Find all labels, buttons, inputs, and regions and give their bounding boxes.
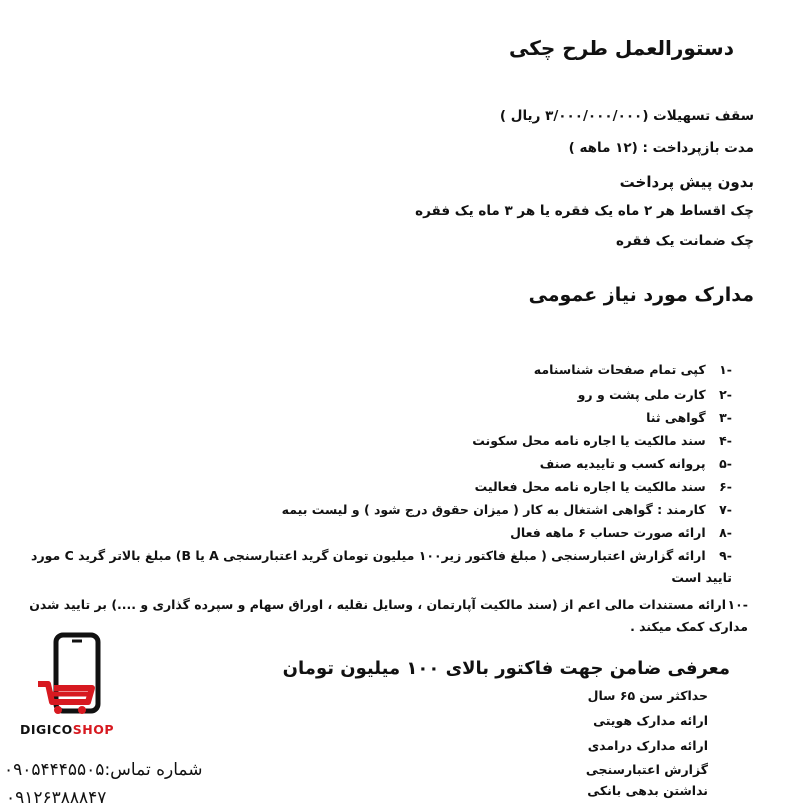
term-credit-ceiling: سقف تسهیلات (۳/۰۰۰/۰۰۰/۰۰۰ ریال ) (499, 108, 754, 124)
doc-item-number: -۳ (719, 410, 732, 425)
term-repayment-period: مدت بازپرداخت : (۱۲ ماهه ) (568, 140, 754, 156)
doc-item-number: -۲ (719, 387, 732, 402)
doc-item-text: سند مالکیت یا اجاره نامه محل فعالیت (474, 479, 706, 494)
doc-item (510, 525, 732, 540)
docs-section-title: مدارک مورد نیاز عمومی (528, 284, 754, 306)
brand-name (20, 722, 114, 737)
doc-item-text: سند مالکیت یا اجاره نامه محل سکونت (472, 433, 706, 448)
doc-item (2, 545, 732, 589)
term-guarantee-check: چک ضمانت یک فقره (616, 233, 754, 249)
doc-item-text: گواهی ثنا (646, 410, 706, 425)
doc-item (540, 456, 732, 471)
doc-item (578, 387, 732, 402)
doc-item-number: -۴ (719, 433, 732, 448)
brand-name-part1: DIGICO (20, 722, 73, 737)
doc-item-number: -۷ (719, 502, 732, 517)
doc-item-number: -۹ (719, 548, 732, 563)
guarantor-section-title: معرفی ضامن جهت فاکتور بالای ۱۰۰ میلیون تومان (282, 658, 730, 679)
guarantor-item: نداشتن بدهی بانکی (587, 783, 708, 798)
doc-item-text: ارائه مستندات مالی اعم از (سند مالکیت آپارتمان ، وسایل نقلیه ، اوراق سهام و سپرده گذاری و ....) بر تایید شدن مدارک کمک میکند . (29, 597, 748, 634)
doc-item (534, 362, 732, 377)
doc-item-text: ارائه گزارش اعتبارسنجی ( مبلغ فاکتور زیر۱۰۰ میلیون تومان گرید اعتبارسنجی A یا B) مبلغ بالاتر گرید C مورد تایید است (31, 548, 732, 585)
doc-item (646, 410, 732, 425)
guarantor-item: حداکثر سن ۶۵ سال (587, 688, 708, 703)
doc-item-number: -۸ (719, 525, 732, 540)
doc-item (475, 479, 732, 494)
guarantor-item: ارائه مدارک درامدی (587, 738, 708, 753)
doc-item-number: -۱ (719, 362, 732, 377)
contact-phone: شماره تماس:۰۹۰۵۴۴۴۵۵۰۵ (4, 760, 203, 780)
doc-item-number: -۱۰ (727, 597, 748, 612)
term-no-prepayment: بدون پیش پرداخت (619, 173, 754, 191)
doc-item (282, 502, 732, 517)
brand-name-part2: SHOP (72, 722, 115, 737)
phone-cart-icon (34, 632, 114, 718)
doc-item-number: -۵ (719, 456, 732, 471)
doc-item-text: ارائه صورت حساب ۶ ماهه فعال (510, 525, 706, 540)
doc-item-text: کارت ملی پشت و رو (577, 387, 706, 402)
doc-item-text: کپی تمام صفحات شناسنامه (533, 362, 706, 377)
guarantor-item: گزارش اعتبارسنجی (585, 762, 708, 777)
doc-item (472, 433, 732, 448)
guarantor-item: ارائه مدارک هویتی (593, 713, 708, 728)
doc-item-text: کارمند : گواهی اشتغال به کار ( میزان حقوق درج شود ) و لیست بیمه (281, 502, 706, 517)
term-installment-checks: چک اقساط هر ۲ ماه یک فقره یا هر ۳ ماه یک فقره (415, 203, 754, 219)
doc-item-number: -۶ (719, 479, 732, 494)
contact-phone-2: ۰۹۱۲۶۳۸۸۸۴۷ (6, 788, 107, 808)
document-title: دستورالعمل طرح چکی (509, 36, 734, 60)
doc-item-text: پروانه کسب و تاییدیه صنف (539, 456, 706, 471)
